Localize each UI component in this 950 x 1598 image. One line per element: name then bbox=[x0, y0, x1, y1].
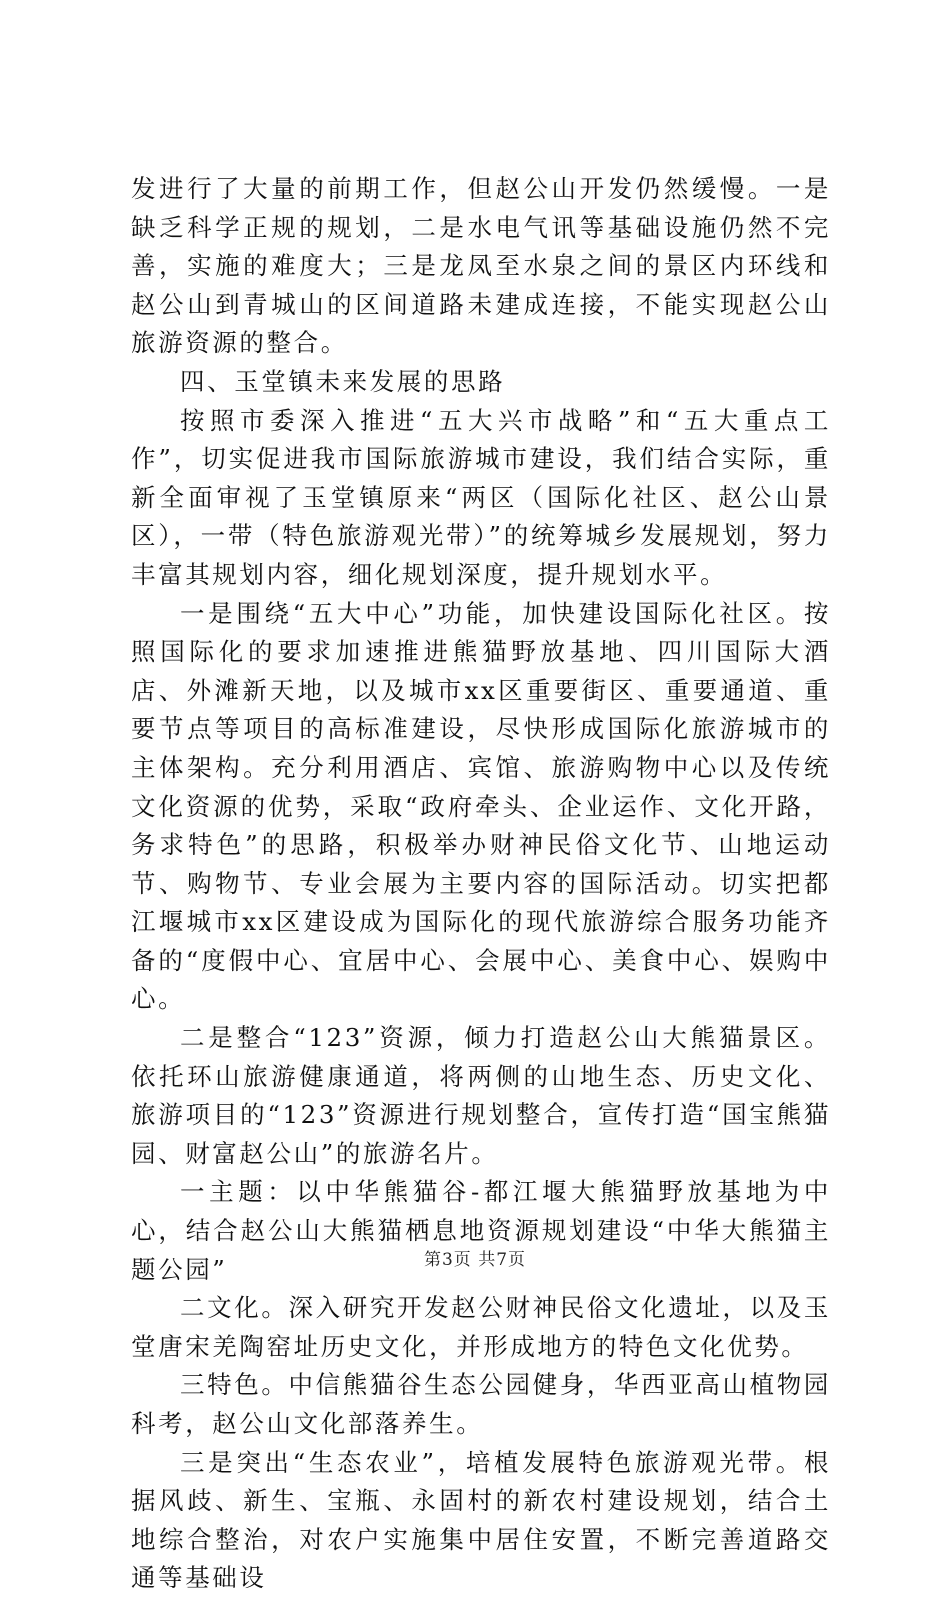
paragraph-6: 二文化。深入研究开发赵公财神民俗文化遗址，以及玉堂唐宋羌陶窑址历史文化，并形成地方的特色文化优势。 bbox=[131, 1293, 831, 1361]
document-body bbox=[131, 170, 831, 1598]
paragraph-1: 发进行了大量的前期工作，但赵公山开发仍然缓慢。一是缺乏科学正规的规划，二是水电气讯等基础设施仍然不完善，实施的难度大；三是龙凤至水泉之间的景区内环线和赵公山到青城山的区间道路未建成连接，不能实现赵公山旅游资源的整合。 bbox=[131, 174, 831, 358]
paragraph-7: 三特色。中信熊猫谷生态公园健身，华西亚高山植物园科考，赵公山文化部落养生。 bbox=[131, 1370, 831, 1438]
paragraph-2: 按照市委深入推进“五大兴市战略”和“五大重点工作”，切实促进我市国际旅游城市建设，我们结合实际，重新全面审视了玉堂镇原来“两区（国际化社区、赵公山景区），一带（特色旅游观光带）”的统筹城乡发展规划，努力丰富其规划内容，细化规划深度，提升规划水平。 bbox=[131, 405, 831, 589]
section-heading: 四、玉堂镇未来发展的思路 bbox=[180, 366, 506, 396]
page-number-footer: 第3页 共7页 bbox=[423, 1250, 527, 1270]
paragraph-8: 三是突出“生态农业”，培植发展特色旅游观光带。根据风歧、新生、宝瓶、永固村的新农村建设规划，结合土地综合整治，对农户实施集中居住安置，不断完善道路交通等基础设 bbox=[131, 1447, 831, 1593]
paragraph-3: 一是围绕“五大中心”功能，加快建设国际化社区。按照国际化的要求加速推进熊猫野放基地、四川国际大酒店、外滩新天地，以及城市xx区重要街区、重要通道、重要节点等项目的高标准建设，尽快形成国际化旅游城市的主体架构。充分利用酒店、宾馆、旅游购物中心以及传统文化资源的优势，采取“政府牵头、企业运作、文化开路，务求特色”的思路，积极举办财神民俗文化节、山地运动节、购物节、专业会展为主要内容的国际活动。切实把都江堰城市xx区建设成为国际化的现代旅游综合服务功能齐备的“度假中心、宜居中心、会展中心、美食中心、娱购中心。 bbox=[131, 598, 831, 1014]
paragraph-5: 一主题：以中华熊猫谷-都江堰大熊猫野放基地为中心，结合赵公山大熊猫栖息地资源规划建设“中华大熊猫主题公园” bbox=[131, 1177, 831, 1284]
paragraph-4: 二是整合“123”资源，倾力打造赵公山大熊猫景区。依托环山旅游健康通道，将两侧的山地生态、历史文化、旅游项目的“123”资源进行规划整合，宣传打造“国宝熊猫园、财富赵公山”的旅游名片。 bbox=[131, 1023, 831, 1168]
